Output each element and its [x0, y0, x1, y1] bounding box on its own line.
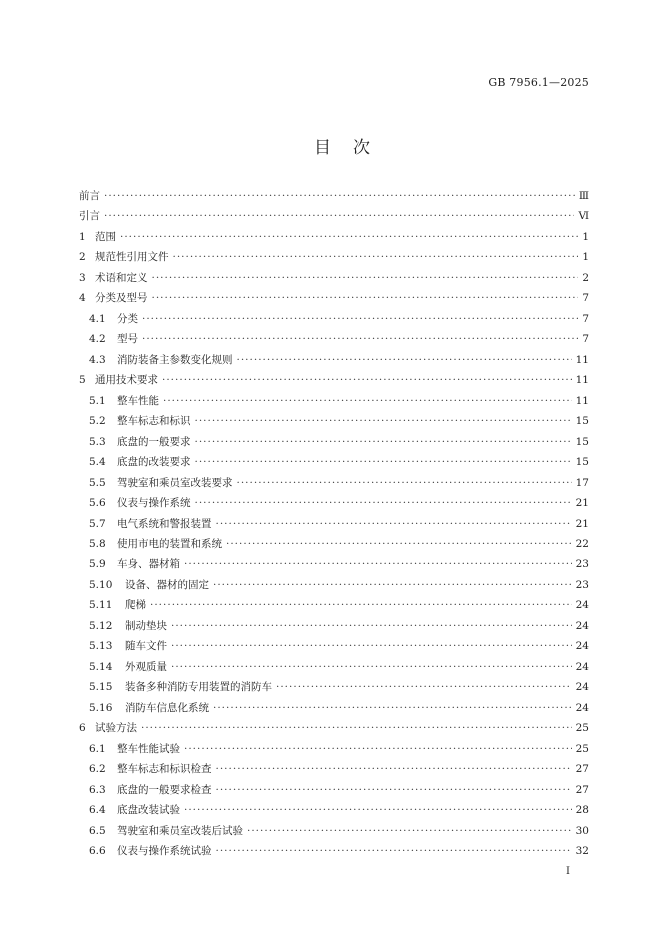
toc-entry-page: 11: [575, 353, 589, 366]
toc-entry-number: 5.7: [89, 517, 106, 530]
toc-entry-number: 5.4: [89, 456, 106, 469]
toc-entry-page: 2: [582, 271, 589, 284]
toc-entry[interactable]: [79, 761, 589, 781]
toc-entry-number: 4.1: [89, 312, 106, 325]
toc-entry-label: 试验方法: [95, 722, 137, 735]
toc-entry[interactable]: [79, 843, 589, 863]
toc-leader-dots: [247, 825, 572, 837]
toc-leader-dots: [226, 538, 572, 550]
toc-entry-label: 分类及型号: [95, 292, 148, 305]
toc-entry[interactable]: [79, 229, 589, 249]
toc-entry-label: 驾驶室和乘员室改装后试验: [117, 824, 243, 837]
toc-entry-label: 规范性引用文件: [95, 251, 169, 264]
toc-entry-label: 底盘的一般要求: [117, 435, 191, 448]
toc-entry-number: 4.2: [89, 333, 106, 346]
toc-entry-label: 范围: [95, 230, 116, 243]
toc-entry[interactable]: [79, 352, 589, 372]
toc-entry-label: 外观质量: [125, 660, 167, 673]
toc-entry-number: 5.2: [89, 415, 106, 428]
toc-leader-dots: [237, 477, 572, 489]
toc-entry-number: 1: [79, 230, 86, 243]
toc-entry-page: 7: [582, 312, 589, 325]
toc-entry[interactable]: [79, 331, 589, 351]
toc-entry-page: 24: [575, 619, 589, 632]
toc-entry-page: 24: [575, 681, 589, 694]
toc-leader-dots: [184, 558, 572, 570]
toc-entry[interactable]: [79, 741, 589, 761]
toc-leader-dots: [213, 702, 572, 714]
toc-entry[interactable]: [79, 556, 589, 576]
toc-leader-dots: [216, 845, 572, 857]
toc-leader-dots: [150, 599, 572, 611]
toc-entry-label: 底盘的改装要求: [117, 456, 191, 469]
toc-entry[interactable]: [79, 618, 589, 638]
toc-entry-label: 整车性能试验: [117, 742, 180, 755]
toc-entry-page: 15: [575, 456, 589, 469]
toc-entry[interactable]: [79, 597, 589, 617]
toc-entry-label: 驾驶室和乘员室改装要求: [117, 476, 233, 489]
toc-leader-dots: [216, 763, 572, 775]
toc-entry-page: 24: [575, 599, 589, 612]
toc-entry[interactable]: [79, 208, 589, 228]
toc-leader-dots: [152, 292, 579, 304]
toc-leader-dots: [195, 436, 572, 448]
toc-entry-page: 28: [575, 804, 589, 817]
toc-entry-label: 电气系统和警报装置: [117, 517, 212, 530]
toc-entry-number: 5: [79, 374, 86, 387]
toc-leader-dots: [162, 374, 572, 386]
toc-entry-number: 5.9: [89, 558, 106, 571]
toc-entry-label: 随车文件: [125, 640, 167, 653]
toc-entry-page: 11: [575, 394, 589, 407]
toc-entry-page: 23: [575, 558, 589, 571]
toc-entry-number: 3: [79, 271, 86, 284]
toc-entry[interactable]: [79, 434, 589, 454]
toc-entry[interactable]: [79, 720, 589, 740]
toc-entry-page: 27: [575, 783, 589, 796]
toc-entry-page: 25: [575, 722, 589, 735]
toc-entry-label: 消防车信息化系统: [125, 701, 209, 714]
toc-entry-page: 7: [582, 333, 589, 346]
toc-leader-dots: [171, 620, 572, 632]
toc-entry-label: 制动垫块: [125, 619, 167, 632]
toc-entry-number: 6.2: [89, 763, 106, 776]
toc-entry[interactable]: [79, 372, 589, 392]
toc-leader-dots: [276, 681, 572, 693]
toc-entry-number: 2: [79, 251, 86, 264]
toc-entry-number: 5.6: [89, 497, 106, 510]
toc-leader-dots: [142, 333, 578, 345]
toc-entry[interactable]: [79, 802, 589, 822]
toc-leader-dots: [237, 354, 572, 366]
toc-entry-label: 整车性能: [117, 394, 159, 407]
toc-entry-page: Ⅵ: [578, 210, 589, 223]
toc-entry-number: 5.15: [89, 681, 113, 694]
toc-entry-label: 装备多种消防专用装置的消防车: [125, 681, 272, 694]
toc-entry-label: 车身、器材箱: [117, 558, 180, 571]
toc-entry-page: 24: [575, 660, 589, 673]
toc-entry[interactable]: [79, 475, 589, 495]
toc-leader-dots: [171, 640, 572, 652]
toc-entry-number: 6.1: [89, 742, 106, 755]
toc-entry-number: 5.5: [89, 476, 106, 489]
toc-entry-label: 消防装备主参数变化规则: [117, 353, 233, 366]
toc-entry-page: Ⅲ: [578, 190, 589, 202]
toc-leader-dots: [104, 190, 575, 202]
toc-entry-label: 前言: [79, 190, 100, 202]
toc-entry-label: 底盘改装试验: [117, 804, 180, 817]
toc-entry-label: 引言: [79, 210, 100, 223]
toc-entry-page: 21: [575, 497, 589, 510]
toc-entry-label: 整车标志和标识检查: [117, 763, 212, 776]
toc-entry-number: 5.12: [89, 619, 113, 632]
toc-leader-dots: [152, 272, 579, 284]
toc-entry-page: 22: [575, 537, 589, 550]
toc-entry[interactable]: [79, 188, 589, 208]
toc-entry[interactable]: [79, 516, 589, 536]
toc-entry-number: 6.4: [89, 804, 106, 817]
toc-leader-dots: [195, 415, 572, 427]
toc-leader-dots: [141, 722, 572, 734]
toc-entry-label: 爬梯: [125, 599, 146, 612]
toc-entry-label: 分类: [117, 312, 138, 325]
toc-leader-dots: [216, 784, 572, 796]
toc-entry-number: 5.11: [89, 599, 113, 612]
toc-entry-page: 7: [582, 292, 589, 305]
page-title: 目次: [314, 138, 392, 158]
toc-entry-page: 24: [575, 701, 589, 714]
toc-leader-dots: [171, 661, 572, 673]
toc-entry[interactable]: [79, 577, 589, 597]
toc-entry[interactable]: [79, 249, 589, 269]
toc-entry-label: 仪表与操作系统: [117, 497, 191, 510]
toc-entry-number: 4.3: [89, 353, 106, 366]
toc-leader-dots: [104, 210, 574, 222]
toc-entry[interactable]: [79, 700, 589, 720]
toc-entry[interactable]: [79, 659, 589, 679]
toc-entry-label: 整车标志和标识: [117, 415, 191, 428]
toc-leader-dots: [184, 804, 572, 816]
toc-leader-dots: [163, 395, 572, 407]
toc-leader-dots: [216, 518, 572, 530]
toc-entry-page: 25: [575, 742, 589, 755]
toc-entry-number: 5.8: [89, 537, 106, 550]
toc-entry[interactable]: [79, 638, 589, 658]
toc-entry-number: 6.6: [89, 845, 106, 857]
toc-entry-page: 1: [582, 251, 589, 264]
toc-entry-page: 17: [575, 476, 589, 489]
toc-entry-page: 1: [582, 230, 589, 243]
toc-entry[interactable]: [79, 536, 589, 556]
toc-entry-page: 27: [575, 763, 589, 776]
toc-entry-page: 21: [575, 517, 589, 530]
table-of-contents: [79, 188, 589, 863]
standard-code: GB 7956.1—2025: [488, 76, 589, 89]
toc-entry-label: 使用市电的装置和系统: [117, 537, 222, 550]
toc-entry-page: 23: [575, 578, 589, 591]
toc-entry[interactable]: [79, 454, 589, 474]
toc-entry[interactable]: [79, 495, 589, 515]
toc-entry-page: 32: [575, 845, 589, 857]
toc-leader-dots: [184, 743, 572, 755]
toc-leader-dots: [120, 231, 578, 243]
footer-page-number: I: [566, 866, 570, 877]
toc-entry-label: 通用技术要求: [95, 374, 158, 387]
toc-entry-label: 设备、器材的固定: [125, 578, 209, 591]
toc-leader-dots: [195, 497, 572, 509]
toc-entry[interactable]: [79, 393, 589, 413]
toc-entry-page: 30: [575, 824, 589, 837]
toc-entry[interactable]: [79, 782, 589, 802]
toc-entry-page: 24: [575, 640, 589, 653]
toc-entry-page: 15: [575, 435, 589, 448]
toc-entry-number: 6.3: [89, 783, 106, 796]
toc-entry[interactable]: [79, 413, 589, 433]
toc-entry-number: 5.10: [89, 578, 113, 591]
toc-entry-number: 6.5: [89, 824, 106, 837]
toc-leader-dots: [195, 456, 572, 468]
toc-entry-label: 底盘的一般要求检查: [117, 783, 212, 796]
toc-entry-number: 5.3: [89, 435, 106, 448]
toc-leader-dots: [173, 251, 579, 263]
toc-entry-number: 4: [79, 292, 86, 305]
toc-entry[interactable]: [79, 823, 589, 843]
toc-entry[interactable]: [79, 311, 589, 331]
toc-entry-page: 11: [575, 374, 589, 387]
toc-entry[interactable]: [79, 679, 589, 699]
toc-entry-label: 型号: [117, 333, 138, 346]
toc-entry-label: 仪表与操作系统试验: [117, 845, 212, 857]
toc-leader-dots: [213, 579, 572, 591]
toc-entry-number: 5.14: [89, 660, 113, 673]
toc-entry-label: 术语和定义: [95, 271, 148, 284]
toc-entry[interactable]: [79, 270, 589, 290]
toc-leader-dots: [142, 313, 578, 325]
toc-entry[interactable]: [79, 290, 589, 310]
toc-entry-number: 5.13: [89, 640, 113, 653]
toc-entry-number: 5.1: [89, 394, 106, 407]
toc-entry-number: 6: [79, 722, 86, 735]
toc-entry-number: 5.16: [89, 701, 113, 714]
toc-entry-page: 15: [575, 415, 589, 428]
